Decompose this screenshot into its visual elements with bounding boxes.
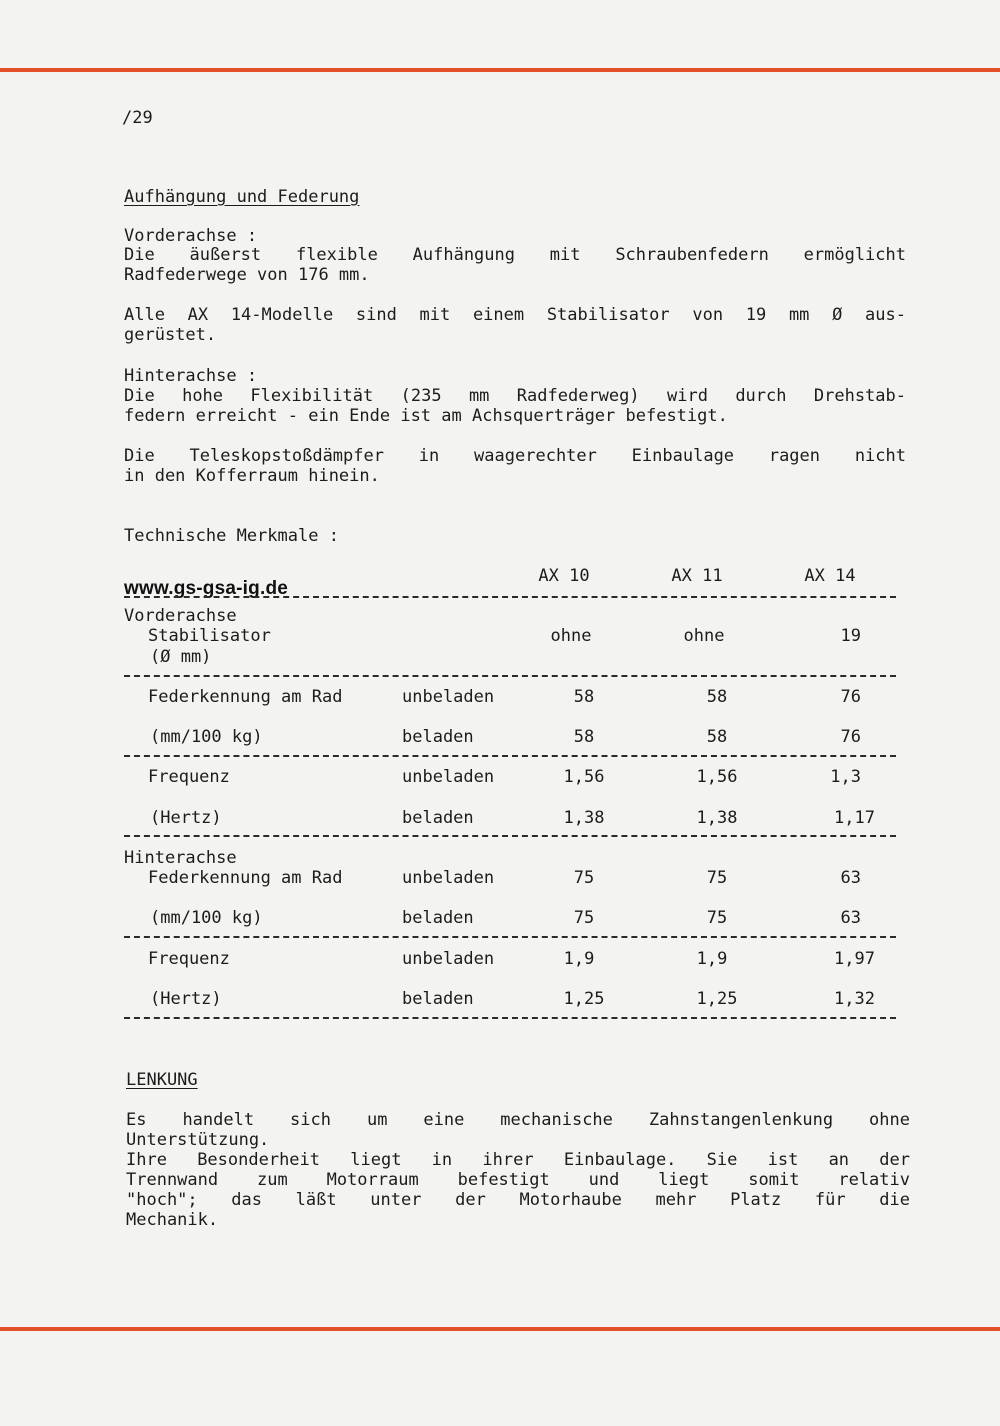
table-row-condition: beladen	[402, 727, 474, 747]
table-row-label: Federkennung am Rad	[148, 687, 343, 707]
table-cell-ax10: 58	[573, 687, 595, 707]
table-row-condition: unbeladen	[402, 868, 495, 888]
table-row-condition: beladen	[402, 989, 474, 1009]
table-cell-ax10: 58	[573, 727, 595, 747]
table-cell-ax10: 1,25	[563, 989, 605, 1009]
column-header-ax11: AX 11	[671, 566, 723, 586]
table-cell-ax11: 1,25	[696, 989, 738, 1009]
front-axle-label: Vorderachse :	[124, 226, 258, 246]
table-cell-ax11: 1,38	[696, 808, 738, 828]
table-row-label: Frequenz	[148, 949, 230, 969]
steering-text-line5: "hoch"; das läßt unter der Motorhaube mehr Platz für die	[126, 1190, 910, 1210]
table-cell-ax14: 76	[840, 687, 861, 707]
table-cell-ax10: 75	[573, 868, 595, 888]
steering-text-line4: Trennwand zum Motorraum befestigt und liegt somit relativ	[126, 1170, 910, 1190]
table-divider	[124, 675, 896, 677]
stabilizer-value-ax14: 19	[840, 626, 861, 646]
front-axle-text-line1: Die äußerst flexible Aufhängung mit Schraubenfedern ermöglicht	[124, 245, 906, 265]
table-cell-ax11: 75	[706, 868, 728, 888]
table-row-condition: unbeladen	[402, 949, 495, 969]
table-cell-ax14: 63	[840, 868, 861, 888]
table-row-condition: beladen	[402, 908, 474, 928]
table-divider	[124, 835, 896, 837]
table-row-condition: unbeladen	[402, 767, 495, 787]
column-header-ax10: AX 10	[538, 566, 590, 586]
page-number: /29	[122, 108, 153, 128]
rear-axle-group-label: Hinterachse	[124, 848, 237, 868]
table-cell-ax14: 76	[840, 727, 861, 747]
section-heading-steering: LENKUNG	[126, 1070, 198, 1090]
table-row-label: (Hertz)	[150, 808, 222, 828]
table-cell-ax14: 1,32	[834, 989, 875, 1009]
table-cell-ax11: 1,9	[696, 949, 728, 969]
front-axle-text-line2: Radfederwege von 176 mm.	[124, 265, 370, 285]
stabilizer-text-line1: Alle AX 14-Modelle sind mit einem Stabilisator von 19 mm Ø aus-	[124, 305, 906, 325]
table-row-label: Frequenz	[148, 767, 230, 787]
rear-axle-text-line2: federn erreicht - ein Ende ist am Achsquerträger befestigt.	[124, 406, 728, 426]
table-row-condition: beladen	[402, 808, 474, 828]
steering-text-line6: Mechanik.	[126, 1210, 219, 1230]
stabilizer-value-ax11: ohne	[683, 626, 725, 646]
bottom-orange-rule	[0, 1327, 1000, 1331]
section-heading-suspension: Aufhängung und Federung	[124, 187, 360, 207]
top-orange-rule	[0, 68, 1000, 72]
front-axle-group-label: Vorderachse	[124, 606, 237, 626]
stabilizer-unit: (Ø mm)	[150, 647, 212, 667]
watermark-url: www.gs-gsa-ig.de	[124, 578, 289, 599]
table-cell-ax14: 1,3	[830, 767, 861, 787]
rear-axle-label: Hinterachse :	[124, 366, 258, 386]
table-cell-ax11: 75	[706, 908, 728, 928]
table-divider	[124, 596, 896, 598]
table-cell-ax11: 58	[706, 687, 728, 707]
stabilizer-text-line2: gerüstet.	[124, 325, 217, 345]
table-cell-ax10: 1,56	[563, 767, 605, 787]
table-row-label: (mm/100 kg)	[150, 727, 263, 747]
table-cell-ax11: 1,56	[696, 767, 738, 787]
table-row-condition: unbeladen	[402, 687, 495, 707]
table-cell-ax14: 1,97	[834, 949, 875, 969]
damper-text-line2: in den Kofferraum hinein.	[124, 466, 380, 486]
table-divider	[124, 755, 896, 757]
table-cell-ax10: 75	[573, 908, 595, 928]
table-divider	[124, 936, 896, 938]
table-cell-ax11: 58	[706, 727, 728, 747]
table-divider	[124, 1017, 896, 1019]
rear-axle-text-line1: Die hohe Flexibilität (235 mm Radfederweg) wird durch Drehstab-	[124, 386, 906, 406]
table-cell-ax14: 1,17	[834, 808, 875, 828]
table-cell-ax10: 1,9	[563, 949, 595, 969]
tech-specs-heading: Technische Merkmale :	[124, 526, 339, 546]
column-header-ax14: AX 14	[804, 566, 856, 586]
table-cell-ax10: 1,38	[563, 808, 605, 828]
damper-text-line1: Die Teleskopstoßdämpfer in waagerechter Einbaulage ragen nicht	[124, 446, 906, 466]
steering-text-line2: Unterstützung.	[126, 1130, 270, 1150]
steering-text-line1: Es handelt sich um eine mechanische Zahnstangenlenkung ohne	[126, 1110, 910, 1130]
table-row-label: Federkennung am Rad	[148, 868, 343, 888]
table-row-label: (mm/100 kg)	[150, 908, 263, 928]
steering-text-line3: Ihre Besonderheit liegt in ihrer Einbaulage. Sie ist an der	[126, 1150, 910, 1170]
table-row-label: (Hertz)	[150, 989, 222, 1009]
table-cell-ax14: 63	[840, 908, 861, 928]
stabilizer-label: Stabilisator	[148, 626, 271, 646]
stabilizer-value-ax10: ohne	[550, 626, 592, 646]
